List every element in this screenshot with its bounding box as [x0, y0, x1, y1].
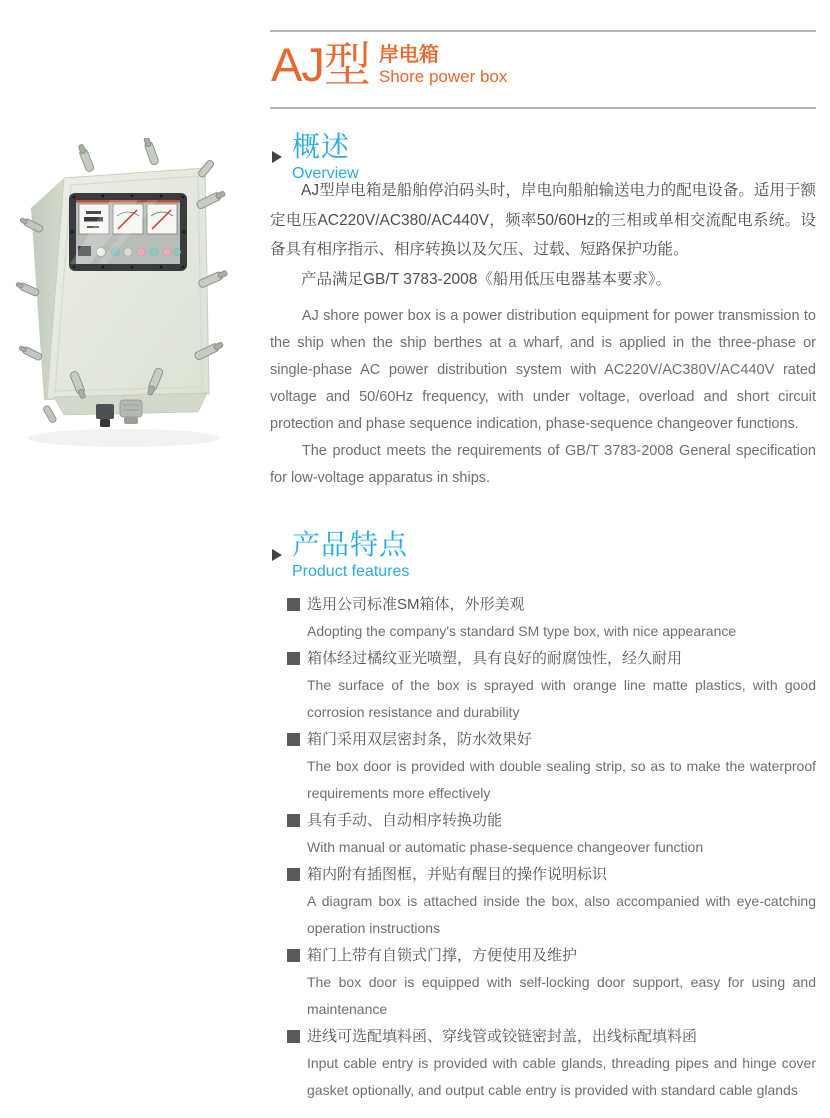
analog-meter-3	[147, 204, 177, 234]
square-bullet-icon	[287, 652, 300, 665]
product-name-en: Shore power box	[378, 66, 508, 86]
features-title-cn: 产品特点	[292, 529, 409, 560]
triangle-bullet-icon	[272, 549, 282, 561]
photo-shadow	[28, 429, 220, 447]
features-list	[287, 591, 816, 1104]
feature-item	[287, 591, 816, 645]
feature-cn-text: 箱体经过橘纹亚光喷塑，具有良好的耐腐蚀性，经久耐用	[307, 650, 683, 667]
features-section-header	[271, 528, 409, 581]
overview-en-paragraph-1: AJ shore power box is a power distribution equipment for power transmission to the ship when the ship berthes at a wharf, and is applied in the three-phase or single-phase AC power distribution system with AC220V/AC380V/AC440V rated voltage and 50/60Hz frequency, with under voltage, overload and short circuit protection and phase sequence indication, phase-sequence changeover functions.	[270, 308, 816, 432]
feature-item	[287, 726, 816, 807]
square-bullet-icon	[287, 814, 300, 827]
cable-gland-dark	[96, 404, 114, 427]
page-title	[271, 38, 508, 91]
square-bullet-icon	[287, 733, 300, 746]
square-bullet-icon	[287, 949, 300, 962]
feature-item	[287, 807, 816, 861]
overview-english-text	[270, 303, 816, 492]
feature-item	[287, 942, 816, 1023]
product-model: AJ型	[271, 38, 370, 91]
overview-cn-paragraph-2: 产品满足GB/T 3783-2008《船用低压电器基本要求》。	[301, 270, 672, 288]
overview-title-en: Overview	[292, 165, 359, 182]
square-bullet-icon	[287, 868, 300, 881]
product-subtitle	[379, 44, 508, 87]
feature-cn-text: 进线可选配填料函、穿线管或铰链密封盖，出线标配填料函	[307, 1028, 698, 1045]
feature-en-text: A diagram box is attached inside the box, also accompanied with eye-catching operation instructions	[307, 893, 816, 936]
feature-item	[287, 1023, 816, 1104]
feature-item	[287, 645, 816, 726]
overview-chinese-text	[270, 176, 816, 294]
square-bullet-icon	[287, 1030, 300, 1043]
features-title-en: Product features	[292, 563, 410, 580]
meter-window	[69, 193, 187, 271]
feature-en-text: Adopting the company's standard SM type box, with nice appearance	[307, 623, 737, 639]
overview-cn-paragraph-1: AJ型岸电箱是船舶停泊码头时，岸电向船舶输送电力的配电设备。适用于额定电压AC220V/AC380/AC440V，频率50/60Hz的三相或单相交流配电系统。设备具有相序指示、相序转换以及欠压、过载、短路保护功能。	[270, 182, 816, 258]
feature-cn-text: 箱门采用双层密封条，防水效果好	[307, 731, 533, 748]
shore-power-box-illustration	[6, 138, 240, 468]
feature-cn-text: 具有手动、自动相序转换功能	[307, 812, 503, 829]
feature-en-text: Input cable entry is provided with cable glands, threading pipes and hinge cover gasket optionally, and output cable entry is provided with standard cable glands	[307, 1055, 816, 1098]
square-bullet-icon	[287, 598, 300, 611]
feature-en-text: With manual or automatic phase-sequence changeover function	[307, 839, 704, 855]
overview-title-cn: 概述	[292, 131, 351, 162]
feature-en-text: The box door is equipped with self-locking door support, easy for using and maintenance	[307, 974, 816, 1017]
feature-cn-text: 箱内附有插图框，并贴有醒目的操作说明标识	[307, 866, 608, 883]
product-name-cn: 岸电箱	[378, 43, 439, 66]
product-photo	[6, 138, 240, 468]
feature-en-text: The box door is provided with double sealing strip, so as to make the waterproof requirements more effectively	[307, 758, 816, 801]
feature-cn-text: 选用公司标准SM箱体，外形美观	[307, 596, 525, 613]
feature-item	[287, 861, 816, 942]
title-divider-line	[270, 107, 816, 109]
overview-en-paragraph-2: The product meets the requirements of GB/T 3783-2008 General specification for low-voltage apparatus in ships.	[270, 443, 816, 486]
top-divider-line	[270, 30, 816, 32]
feature-en-text: The surface of the box is sprayed with orange line matte plastics, with good corrosion resistance and durability	[307, 677, 816, 720]
triangle-bullet-icon	[272, 151, 282, 163]
cable-gland-metal	[120, 400, 142, 424]
feature-cn-text: 箱门上带有自锁式门撑，方便使用及维护	[307, 947, 578, 964]
